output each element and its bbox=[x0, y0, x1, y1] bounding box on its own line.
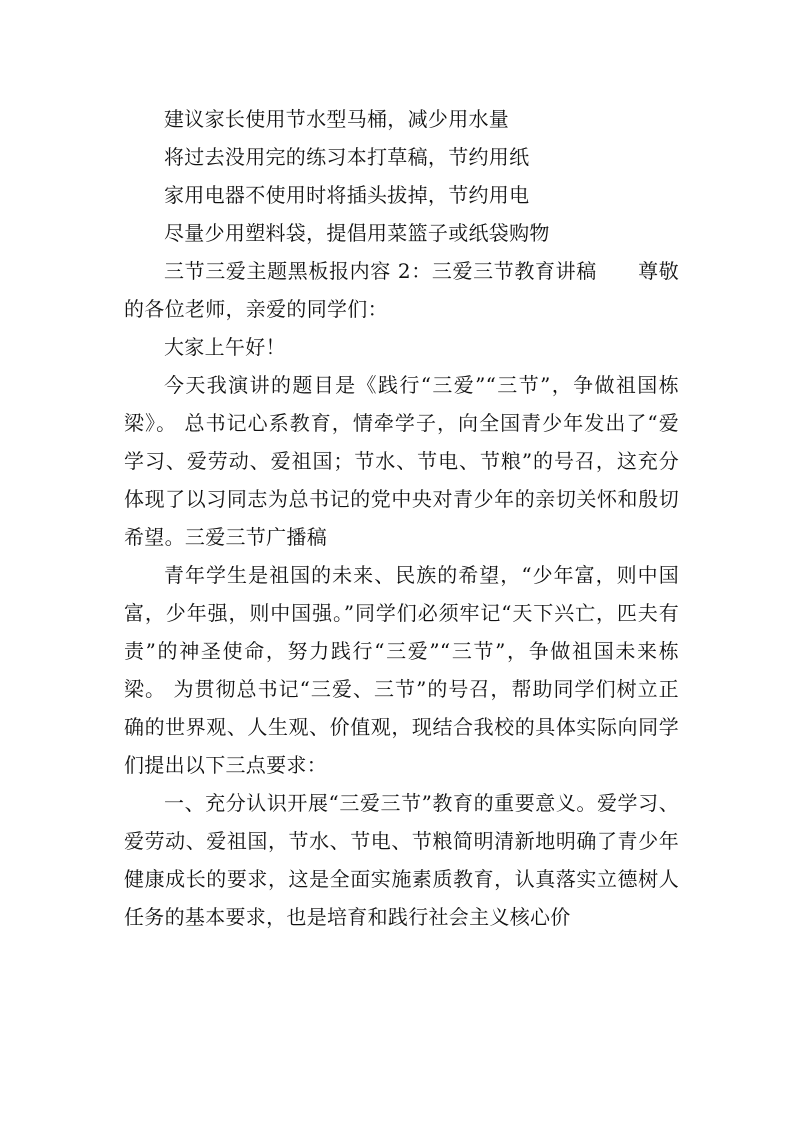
document-body bbox=[124, 100, 679, 936]
paragraph-speech-topic: 今天我演讲的题目是《践行“三爱”“三节”，争做祖国栋梁》。 总书记心系教育，情牵学子，向全国青少年发出了“爱学习、爱劳动、爱祖国；节水、节电、节粮”的号召，这充分体现了以习同志为总书记的党中央对青少年的亲切关怀和殷切希望。三爱三节广播稿 bbox=[124, 373, 679, 549]
paragraph-greeting: 大家上午好！ bbox=[164, 335, 286, 359]
paragraph-requirement-one: 一、充分认识开展“三爱三节”教育的重要意义。爱学习、爱劳动、爱祖国，节水、节电、节粮简明清新地明确了青少年健康成长的要求，这是全面实施素质教育，认真落实立德树人任务的基本要求，也是培育和践行社会主义核心价 bbox=[124, 791, 679, 929]
paragraph-save-paper: 将过去没用完的练习本打草稿，节约用纸 bbox=[164, 145, 530, 169]
paragraph-save-electricity: 家用电器不使用时将插头拔掉，节约用电 bbox=[164, 183, 530, 207]
paragraph-plastic-bags: 尽量少用塑料袋，提倡用菜篮子或纸袋购物 bbox=[164, 221, 550, 245]
paragraph-youth-hope: 青年学生是祖国的未来、民族的希望，“少年富，则中国富，少年强，则中国强。”同学们必须牢记“天下兴亡，匹夫有责”的神圣使命，努力践行“三爱”“三节”，争做祖国未来栋梁。 为贯彻总书记“三爱、三节”的号召，帮助同学们树立正确的世界观、人生观、价值观，现结合我校的具体实际向同学们提出以下三点要求： bbox=[124, 563, 679, 777]
paragraph-speech-title: 三节三爱主题黑板报内容 2：三爱三节教育讲稿 尊敬的各位老师，亲爱的同学们： bbox=[124, 259, 679, 321]
paragraph-water-toilet: 建议家长使用节水型马桶，减少用水量 bbox=[164, 107, 510, 131]
